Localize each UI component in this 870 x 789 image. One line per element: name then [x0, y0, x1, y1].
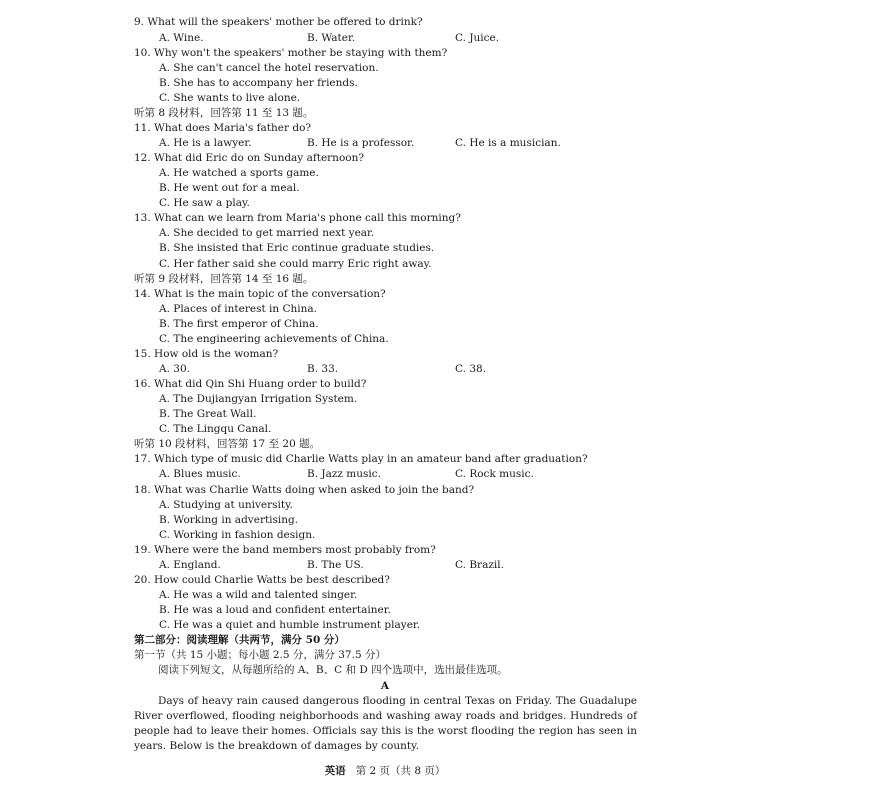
- q18-option-c: C. Working in fashion design.: [159, 529, 316, 541]
- q19-option-b: B. The US.: [307, 559, 364, 571]
- q9-option-b: B. Water.: [307, 32, 356, 44]
- question-18: 18. What was Charlie Watts doing when asked to join the band?: [134, 484, 475, 496]
- q12-option-a: A. He watched a sports game.: [159, 167, 319, 179]
- q17-option-b: B. Jazz music.: [307, 468, 381, 480]
- question-11: 11. What does Maria's father do?: [134, 122, 312, 134]
- section-1-heading: 第一节（共 15 小题；每小题 2.5 分，满分 37.5 分）: [134, 649, 386, 661]
- q15-option-c: C. 38.: [455, 363, 487, 375]
- footer-page-number: 第 2 页（共 8 页）: [355, 765, 446, 777]
- page-footer: [0, 764, 770, 779]
- q14-option-c: C. The engineering achievements of China.: [159, 333, 389, 345]
- q12-option-c: C. He saw a play.: [159, 197, 250, 209]
- question-17: 17. Which type of music did Charlie Watts play in an amateur band after graduation?: [134, 453, 588, 465]
- footer-subject: 英语: [324, 765, 346, 777]
- q9-option-c: C. Juice.: [455, 32, 500, 44]
- q17-option-a: A. Blues music.: [159, 468, 241, 480]
- q20-option-a: A. He was a wild and talented singer.: [159, 589, 358, 601]
- q13-option-a: A. She decided to get married next year.: [159, 227, 375, 239]
- q16-option-a: A. The Dujiangyan Irrigation System.: [159, 393, 358, 405]
- question-15: 15. How old is the woman?: [134, 348, 279, 360]
- q17-option-c: C. Rock music.: [455, 468, 534, 480]
- q12-option-b: B. He went out for a meal.: [159, 182, 300, 194]
- question-19: 19. Where were the band members most probably from?: [134, 544, 436, 556]
- q13-option-b: B. She insisted that Eric continue graduate studies.: [159, 242, 435, 254]
- q18-option-b: B. Working in advertising.: [159, 514, 299, 526]
- question-14: 14. What is the main topic of the conversation?: [134, 288, 386, 300]
- q14-option-a: A. Places of interest in China.: [159, 303, 318, 315]
- reading-instruction: 阅读下列短文，从每题所给的 A、B、C 和 D 四个选项中，选出最佳选项。: [158, 664, 508, 676]
- question-20: 20. How could Charlie Watts be best described?: [134, 574, 390, 586]
- q10-option-c: C. She wants to live alone.: [159, 92, 301, 104]
- q11-option-a: A. He is a lawyer.: [159, 137, 252, 149]
- q11-option-c: C. He is a musician.: [455, 137, 561, 149]
- question-16: 16. What did Qin Shi Huang order to build?: [134, 378, 367, 390]
- q20-option-c: C. He was a quiet and humble instrument player.: [159, 619, 421, 631]
- question-12: 12. What did Eric do on Sunday afternoon?: [134, 152, 364, 164]
- passage-label: A: [380, 680, 390, 692]
- q15-option-b: B. 33.: [307, 363, 339, 375]
- q16-option-b: B. The Great Wall.: [159, 408, 257, 420]
- q18-option-a: A. Studying at university.: [159, 499, 293, 511]
- part-2-heading: 第二部分：阅读理解（共两节，满分 50 分）: [134, 634, 345, 646]
- section-8-instruction: 听第 8 段材料，回答第 11 至 13 题。: [134, 107, 314, 119]
- question-9: 9. What will the speakers' mother be offered to drink?: [134, 16, 423, 28]
- q16-option-c: C. The Lingqu Canal.: [159, 423, 272, 435]
- q14-option-b: B. The first emperor of China.: [159, 318, 319, 330]
- q15-option-a: A. 30.: [159, 363, 190, 375]
- q20-option-b: B. He was a loud and confident entertainer.: [159, 604, 391, 616]
- question-10: 10. Why won't the speakers' mother be staying with them?: [134, 47, 448, 59]
- section-9-instruction: 听第 9 段材料，回答第 14 至 16 题。: [134, 273, 314, 285]
- q19-option-a: A. England.: [159, 559, 221, 571]
- q19-option-c: C. Brazil.: [455, 559, 504, 571]
- q10-option-a: A. She can't cancel the hotel reservation.: [159, 62, 379, 74]
- passage-a-paragraph: Days of heavy rain caused dangerous flooding in central Texas on Friday. The Guadalupe River overflowed, flooding neighborhoods and washing away roads and bridges. Hundreds of people had to leave their homes. Officials say this is the worst flooding the region has seen in years. Below is the breakdown of damages by county.: [134, 695, 637, 752]
- q10-option-b: B. She has to accompany her friends.: [159, 77, 358, 89]
- section-10-instruction: 听第 10 段材料，回答第 17 至 20 题。: [134, 438, 321, 450]
- q9-option-a: A. Wine.: [159, 32, 204, 44]
- q11-option-b: B. He is a professor.: [307, 137, 415, 149]
- q13-option-c: C. Her father said she could marry Eric right away.: [159, 258, 432, 270]
- question-13: 13. What can we learn from Maria's phone call this morning?: [134, 212, 461, 224]
